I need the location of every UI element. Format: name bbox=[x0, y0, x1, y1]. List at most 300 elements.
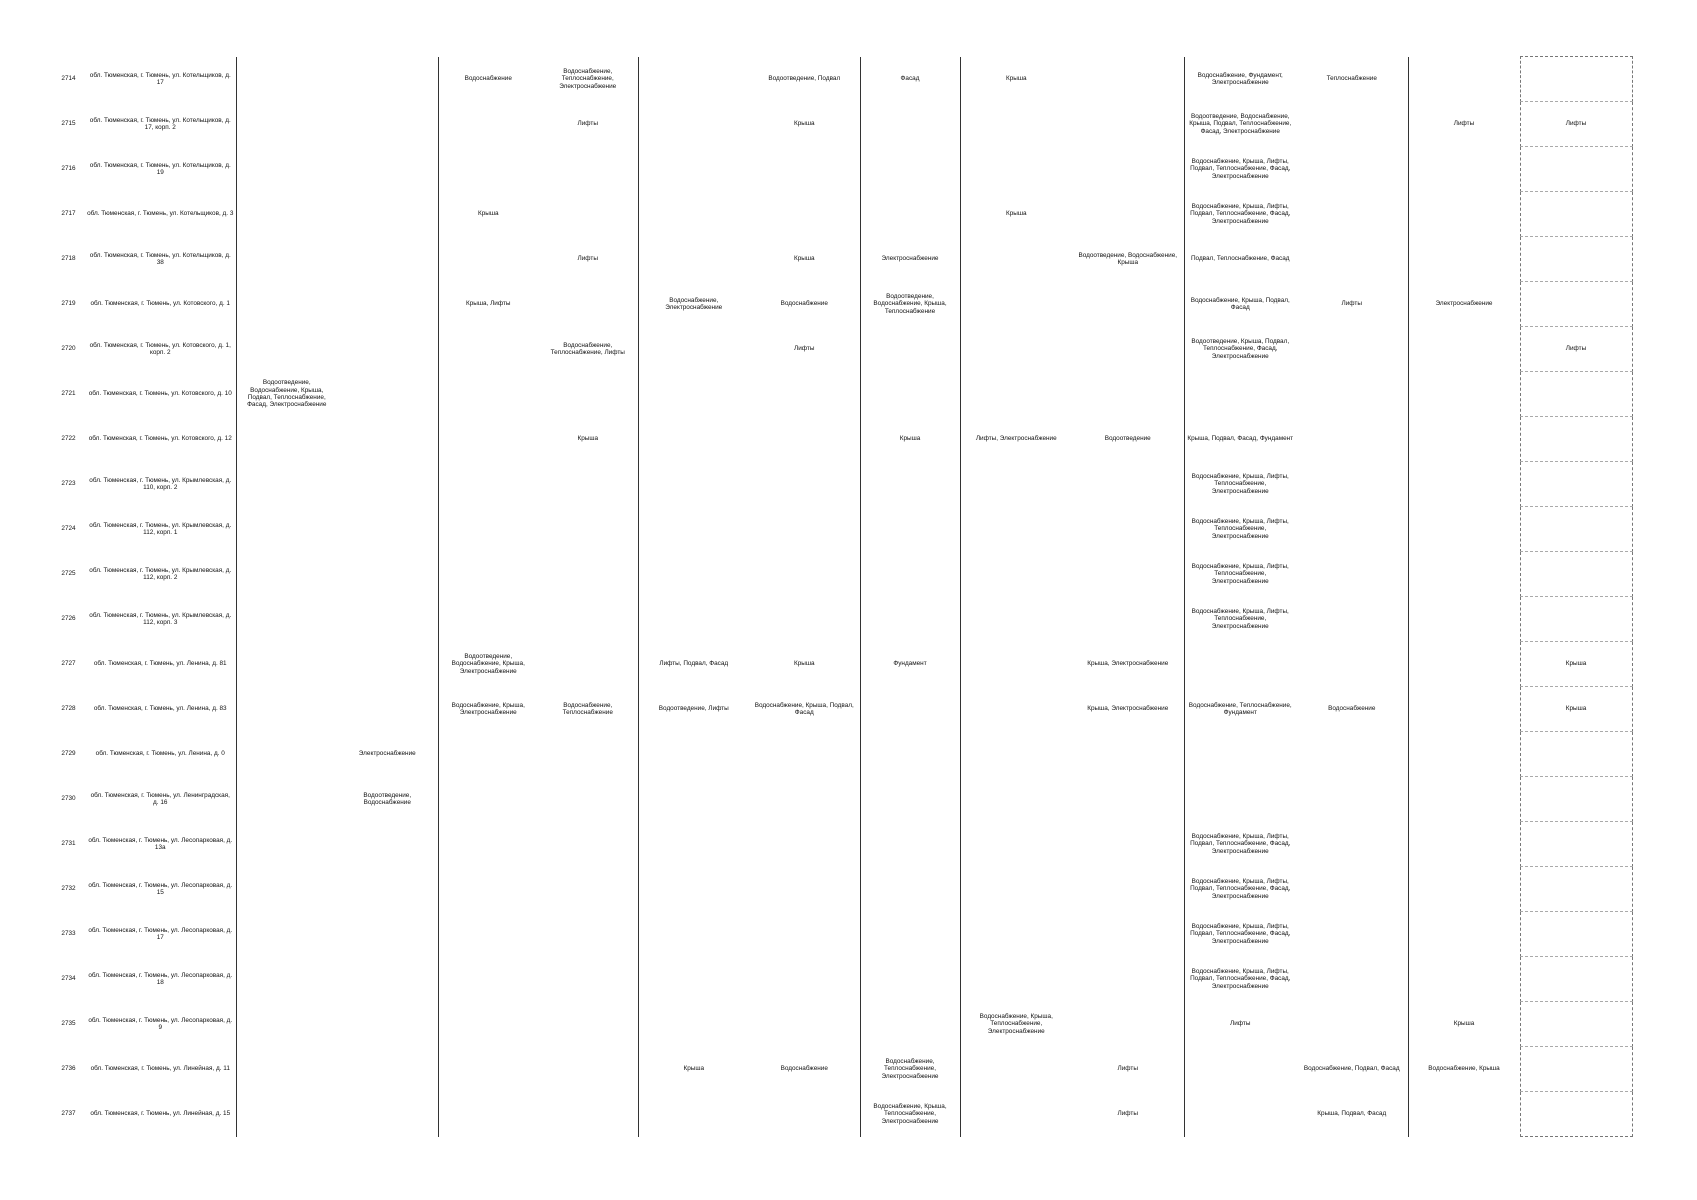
work-cell bbox=[1408, 777, 1520, 822]
work-cell bbox=[749, 957, 860, 1002]
work-cell bbox=[236, 912, 337, 957]
work-cell bbox=[1296, 912, 1408, 957]
work-cell bbox=[860, 732, 960, 777]
work-cell bbox=[236, 642, 337, 687]
work-cell bbox=[960, 957, 1072, 1002]
work-cell: Водоснабжение, Электроснабжение bbox=[665, 296, 723, 311]
address-cell: обл. Тюменская, г. Тюмень, ул. Лесопарковая, д. 17 bbox=[85, 912, 236, 957]
work-cell bbox=[960, 777, 1072, 822]
work-cell bbox=[638, 822, 749, 867]
work-cell: Лифты bbox=[1520, 327, 1632, 372]
work-cell bbox=[960, 642, 1072, 687]
table-row bbox=[52, 552, 1632, 597]
table-row bbox=[52, 417, 1632, 462]
work-cell bbox=[538, 867, 638, 912]
work-cell bbox=[860, 822, 960, 867]
work-cell bbox=[749, 147, 860, 192]
work-cell bbox=[236, 597, 337, 642]
work-cell: Лифты bbox=[1230, 1020, 1251, 1028]
table-row bbox=[52, 192, 1632, 237]
work-cell bbox=[538, 372, 638, 417]
work-cell bbox=[960, 462, 1072, 507]
work-cell: Крыша bbox=[749, 102, 860, 147]
work-cell bbox=[960, 687, 1072, 732]
work-cell bbox=[749, 777, 860, 822]
work-cell bbox=[1184, 732, 1296, 777]
table-row bbox=[52, 1092, 1632, 1137]
work-cell bbox=[1296, 552, 1408, 597]
row-number: 2734 bbox=[61, 975, 76, 983]
row-number: 2730 bbox=[61, 795, 76, 803]
work-cell bbox=[1408, 1092, 1520, 1137]
table-row bbox=[52, 597, 1632, 642]
work-cell: Водоснабжение, Теплоснабжение bbox=[538, 687, 638, 732]
work-cell: Крыша bbox=[1005, 75, 1027, 83]
table-row bbox=[52, 777, 1632, 822]
work-cell bbox=[1072, 372, 1184, 417]
work-cell: Крыша, Подвал, Фасад, Фундамент bbox=[1187, 435, 1294, 443]
address-cell: обл. Тюменская, г. Тюмень, ул. Лесопарковая, д. 15 bbox=[85, 867, 236, 912]
work-cell bbox=[538, 462, 638, 507]
work-cell bbox=[638, 732, 749, 777]
work-cell bbox=[638, 552, 749, 597]
work-cell bbox=[860, 687, 960, 732]
work-cell bbox=[236, 192, 337, 237]
work-cell bbox=[337, 822, 438, 867]
work-cell bbox=[236, 1092, 337, 1137]
work-cell bbox=[960, 372, 1072, 417]
work-cell bbox=[236, 552, 337, 597]
work-cell bbox=[749, 462, 860, 507]
work-cell bbox=[860, 147, 960, 192]
work-cell: Водоснабжение bbox=[1296, 687, 1408, 732]
work-cell: Фасад bbox=[860, 57, 960, 102]
work-cell bbox=[1296, 102, 1408, 147]
work-cell bbox=[749, 912, 860, 957]
work-cell bbox=[1072, 102, 1184, 147]
work-cell bbox=[1520, 1047, 1632, 1092]
work-cell bbox=[1184, 1047, 1296, 1092]
work-cell bbox=[236, 1047, 337, 1092]
work-cell bbox=[1408, 462, 1520, 507]
work-cell bbox=[1296, 732, 1408, 777]
address-cell: обл. Тюменская, г. Тюмень, ул. Линейная, д. 15 bbox=[85, 1092, 236, 1137]
work-cell: Водоотведение, Водоснабжение, Крыша, Электроснабжение bbox=[451, 653, 525, 675]
work-cell bbox=[638, 327, 749, 372]
work-cell bbox=[1520, 282, 1632, 327]
work-cell bbox=[337, 462, 438, 507]
work-cell bbox=[1072, 867, 1184, 912]
work-cell bbox=[438, 1002, 538, 1047]
table-body bbox=[52, 57, 1632, 1137]
work-cell bbox=[960, 507, 1072, 552]
work-cell bbox=[1072, 192, 1184, 237]
address-cell: обл. Тюменская, г. Тюмень, ул. Крымлевская, д. 112, корп. 2 bbox=[85, 552, 236, 597]
work-cell bbox=[1520, 957, 1632, 1002]
work-cell bbox=[1520, 507, 1632, 552]
work-cell bbox=[337, 867, 438, 912]
work-cell bbox=[1296, 1002, 1408, 1047]
work-cell bbox=[1520, 192, 1632, 237]
work-cell: Водоотведение, Водоснабжение, Крыша, Подвал, Теплоснабжение, Фасад, Электроснабжение bbox=[1189, 113, 1292, 135]
work-cell bbox=[1408, 642, 1520, 687]
table-row bbox=[52, 102, 1632, 147]
row-number: 2726 bbox=[61, 615, 76, 623]
work-cell bbox=[1520, 372, 1632, 417]
work-cell: Водоснабжение bbox=[749, 1047, 860, 1092]
work-cell bbox=[1296, 192, 1408, 237]
work-cell bbox=[438, 957, 538, 1002]
work-cell: Водоснабжение, Крыша, Лифты, Подвал, Теплоснабжение, Фасад, Электроснабжение bbox=[1190, 968, 1291, 990]
work-cell bbox=[1072, 507, 1184, 552]
work-cell bbox=[749, 192, 860, 237]
address-cell: обл. Тюменская, г. Тюмень, ул. Котовского, д. 1 bbox=[85, 282, 236, 327]
work-cell bbox=[1408, 417, 1520, 462]
work-cell bbox=[337, 642, 438, 687]
work-cell bbox=[1408, 687, 1520, 732]
work-cell bbox=[1408, 372, 1520, 417]
work-cell bbox=[638, 912, 749, 957]
work-cell bbox=[538, 192, 638, 237]
work-cell bbox=[337, 327, 438, 372]
work-cell bbox=[638, 1002, 749, 1047]
work-cell bbox=[438, 462, 538, 507]
row-number: 2719 bbox=[61, 300, 76, 308]
work-cell bbox=[236, 102, 337, 147]
work-cell bbox=[538, 822, 638, 867]
work-cell bbox=[638, 372, 749, 417]
work-cell bbox=[538, 1092, 638, 1137]
row-number: 2723 bbox=[61, 480, 76, 488]
work-cell: Лифты bbox=[1072, 1047, 1184, 1092]
work-cell bbox=[1520, 57, 1632, 102]
work-cell: Водоснабжение, Подвал, Фасад bbox=[1296, 1047, 1408, 1092]
work-cell: Водоснабжение bbox=[464, 75, 512, 83]
work-cell bbox=[860, 597, 960, 642]
work-cell bbox=[1184, 372, 1296, 417]
work-cell bbox=[1072, 597, 1184, 642]
work-cell: Крыша bbox=[477, 210, 499, 218]
work-cell bbox=[438, 732, 538, 777]
work-cell bbox=[337, 282, 438, 327]
row-number: 2725 bbox=[61, 570, 76, 578]
work-cell bbox=[538, 597, 638, 642]
address-cell: обл. Тюменская, г. Тюмень, ул. Котельщиков, д. 17, корп. 2 bbox=[85, 102, 236, 147]
work-cell: Водоотведение, Водоснабжение bbox=[337, 777, 438, 822]
work-cell bbox=[236, 822, 337, 867]
work-cell bbox=[1072, 57, 1184, 102]
work-cell: Крыша bbox=[749, 237, 860, 282]
work-cell bbox=[1408, 552, 1520, 597]
work-cell bbox=[1072, 822, 1184, 867]
work-cell bbox=[438, 912, 538, 957]
work-cell bbox=[1520, 867, 1632, 912]
table-row bbox=[52, 327, 1632, 372]
table-row bbox=[52, 507, 1632, 552]
work-cell bbox=[749, 372, 860, 417]
work-cell bbox=[1520, 237, 1632, 282]
work-cell bbox=[1408, 192, 1520, 237]
work-cell: Водоснабжение, Крыша, Подвал, Фасад bbox=[1190, 296, 1290, 311]
address-cell: обл. Тюменская, г. Тюмень, ул. Линейная, д. 11 bbox=[85, 1047, 236, 1092]
work-cell bbox=[538, 147, 638, 192]
table-row bbox=[52, 867, 1632, 912]
work-cell: Водоснабжение, Крыша, Теплоснабжение, Электроснабжение bbox=[979, 1013, 1053, 1035]
address-cell: обл. Тюменская, г. Тюмень, ул. Котовского, д. 10 bbox=[85, 372, 236, 417]
work-cell bbox=[960, 867, 1072, 912]
row-number: 2718 bbox=[61, 255, 76, 263]
work-cell bbox=[236, 327, 337, 372]
work-cell bbox=[337, 957, 438, 1002]
work-cell bbox=[638, 147, 749, 192]
work-cell bbox=[337, 57, 438, 102]
work-cell: Водоснабжение, Крыша, Лифты, Теплоснабжение, Электроснабжение bbox=[1191, 518, 1289, 540]
work-cell bbox=[749, 732, 860, 777]
work-cell: Крыша bbox=[749, 642, 860, 687]
work-cell bbox=[1072, 552, 1184, 597]
address-cell: обл. Тюменская, г. Тюмень, ул. Котельщиков, д. 3 bbox=[85, 192, 236, 237]
work-cell: Крыша bbox=[683, 1065, 705, 1073]
work-cell bbox=[960, 237, 1072, 282]
address-cell: обл. Тюменская, г. Тюмень, ул. Крымлевская, д. 112, корп. 1 bbox=[85, 507, 236, 552]
work-cell bbox=[236, 507, 337, 552]
work-cell: Фундамент bbox=[860, 642, 960, 687]
work-cell: Лифты bbox=[1296, 282, 1408, 327]
work-cell bbox=[236, 147, 337, 192]
work-cell bbox=[236, 732, 337, 777]
work-cell bbox=[538, 642, 638, 687]
row-number: 2735 bbox=[61, 1020, 76, 1028]
work-cell bbox=[1408, 147, 1520, 192]
work-cell bbox=[337, 102, 438, 147]
work-cell: Водоснабжение, Крыша, Лифты, Подвал, Теплоснабжение, Фасад, Электроснабжение bbox=[1190, 158, 1291, 180]
work-cell bbox=[638, 777, 749, 822]
work-cell: Водоснабжение bbox=[749, 282, 860, 327]
work-cell bbox=[538, 507, 638, 552]
row-number: 2729 bbox=[61, 750, 76, 758]
work-cell: Водоснабжение, Теплоснабжение, Фундамент bbox=[1188, 701, 1292, 716]
work-cell bbox=[1520, 462, 1632, 507]
work-cell bbox=[1296, 822, 1408, 867]
work-cell bbox=[749, 867, 860, 912]
work-cell: Водоснабжение, Крыша, Лифты, Теплоснабжение, Электроснабжение bbox=[1191, 608, 1289, 630]
work-cell bbox=[337, 687, 438, 732]
work-cell bbox=[960, 732, 1072, 777]
work-cell bbox=[1520, 912, 1632, 957]
work-cell bbox=[236, 1002, 337, 1047]
work-cell: Водоснабжение, Теплоснабжение, Электроснабжение bbox=[538, 57, 638, 102]
work-cell bbox=[749, 417, 860, 462]
work-cell: Водоотведение, Подвал bbox=[749, 57, 860, 102]
work-cell bbox=[337, 237, 438, 282]
work-cell: Крыша bbox=[1520, 687, 1632, 732]
address-cell: обл. Тюменская, г. Тюмень, ул. Котовского, д. 12 bbox=[85, 417, 236, 462]
work-cell: Крыша, Электроснабжение bbox=[1072, 687, 1184, 732]
work-cell: Водоотведение, Водоснабжение, Крыша bbox=[1072, 237, 1184, 282]
row-number: 2732 bbox=[61, 885, 76, 893]
work-cell: Водоотведение, Водоснабжение, Крыша, Теплоснабжение bbox=[860, 282, 960, 327]
repair-schedule-table bbox=[52, 56, 1633, 1137]
row-number: 2728 bbox=[61, 705, 76, 713]
work-cell bbox=[337, 912, 438, 957]
work-cell bbox=[538, 1047, 638, 1092]
work-cell bbox=[337, 372, 438, 417]
address-cell: обл. Тюменская, г. Тюмень, ул. Ленинградская, д. 16 bbox=[85, 777, 236, 822]
work-cell bbox=[1184, 642, 1296, 687]
work-cell bbox=[1296, 777, 1408, 822]
work-cell: Водоснабжение, Фундамент, Электроснабжение bbox=[1197, 71, 1283, 86]
address-cell: обл. Тюменская, г. Тюмень, ул. Лесопарковая, д. 18 bbox=[85, 957, 236, 1002]
row-number: 2727 bbox=[61, 660, 76, 668]
address-cell: обл. Тюменская, г. Тюмень, ул. Котельщиков, д. 17 bbox=[85, 57, 236, 102]
table-row bbox=[52, 57, 1632, 102]
work-cell: Лифты bbox=[1520, 102, 1632, 147]
address-cell: обл. Тюменская, г. Тюмень, ул. Крымлевская, д. 110, корп. 2 bbox=[85, 462, 236, 507]
work-cell bbox=[337, 507, 438, 552]
row-number: 2714 bbox=[61, 75, 76, 83]
work-cell bbox=[337, 1002, 438, 1047]
work-cell: Крыша, Электроснабжение bbox=[1072, 642, 1184, 687]
work-cell bbox=[860, 192, 960, 237]
work-cell bbox=[860, 102, 960, 147]
work-cell: Крыша bbox=[1453, 1020, 1475, 1028]
work-cell bbox=[1296, 462, 1408, 507]
work-cell bbox=[236, 777, 337, 822]
table-row bbox=[52, 237, 1632, 282]
work-cell bbox=[960, 552, 1072, 597]
work-cell bbox=[337, 552, 438, 597]
work-cell bbox=[1072, 912, 1184, 957]
work-cell bbox=[1408, 507, 1520, 552]
address-cell: обл. Тюменская, г. Тюмень, ул. Ленина, д. 81 bbox=[85, 642, 236, 687]
work-cell bbox=[337, 1092, 438, 1137]
work-cell bbox=[960, 282, 1072, 327]
work-cell bbox=[960, 1092, 1072, 1137]
work-cell bbox=[236, 957, 337, 1002]
work-cell: Водоснабжение, Крыша, Лифты, Теплоснабжение, Электроснабжение bbox=[1191, 563, 1289, 585]
work-cell bbox=[1408, 957, 1520, 1002]
work-cell bbox=[438, 417, 538, 462]
work-cell bbox=[538, 1002, 638, 1047]
work-cell: Крыша bbox=[1005, 210, 1027, 218]
work-cell bbox=[438, 1092, 538, 1137]
table-row bbox=[52, 687, 1632, 732]
work-cell bbox=[1296, 867, 1408, 912]
table-row bbox=[52, 642, 1632, 687]
address-cell: обл. Тюменская, г. Тюмень, ул. Лесопарковая, д. 13а bbox=[85, 822, 236, 867]
work-cell bbox=[538, 552, 638, 597]
work-cell bbox=[749, 597, 860, 642]
work-cell bbox=[749, 1092, 860, 1137]
row-number: 2717 bbox=[61, 210, 76, 218]
work-cell bbox=[749, 822, 860, 867]
work-cell bbox=[1520, 597, 1632, 642]
work-cell bbox=[1296, 237, 1408, 282]
work-cell bbox=[1072, 327, 1184, 372]
work-cell: Водоотведение, Крыша, Подвал, Теплоснабжение, Фасад, Электроснабжение bbox=[1191, 338, 1290, 360]
work-cell bbox=[1296, 327, 1408, 372]
work-cell: Водоснабжение, Крыша, Электроснабжение bbox=[451, 701, 525, 716]
work-cell: Водоснабжение, Теплоснабжение, Электроснабжение bbox=[860, 1047, 960, 1092]
work-cell: Электроснабжение bbox=[337, 732, 438, 777]
work-cell bbox=[438, 372, 538, 417]
work-cell bbox=[1520, 732, 1632, 777]
work-cell: Водоснабжение, Крыша, Лифты, Подвал, Теплоснабжение, Фасад, Электроснабжение bbox=[1190, 878, 1291, 900]
work-cell bbox=[638, 417, 749, 462]
row-number: 2721 bbox=[61, 390, 76, 398]
work-cell bbox=[638, 957, 749, 1002]
work-cell bbox=[1296, 597, 1408, 642]
work-cell: Лифты bbox=[1453, 120, 1475, 128]
row-number: 2716 bbox=[61, 165, 76, 173]
work-cell: Водоотведение, Лифты bbox=[658, 705, 729, 713]
work-cell bbox=[1296, 417, 1408, 462]
work-cell: Крыша bbox=[860, 417, 960, 462]
table-row bbox=[52, 1047, 1632, 1092]
work-cell bbox=[860, 462, 960, 507]
row-number: 2724 bbox=[61, 525, 76, 533]
work-cell bbox=[438, 822, 538, 867]
work-cell bbox=[1184, 777, 1296, 822]
work-cell: Лифты, Электроснабжение bbox=[975, 435, 1057, 443]
work-cell: Водоснабжение, Теплоснабжение, Лифты bbox=[538, 327, 638, 372]
work-cell bbox=[438, 327, 538, 372]
table-row bbox=[52, 1002, 1632, 1047]
work-cell bbox=[337, 192, 438, 237]
work-cell bbox=[1408, 237, 1520, 282]
work-cell bbox=[1072, 957, 1184, 1002]
work-cell: Водоотведение bbox=[1072, 417, 1184, 462]
table-row bbox=[52, 912, 1632, 957]
work-cell bbox=[538, 912, 638, 957]
work-cell bbox=[749, 552, 860, 597]
work-cell bbox=[1072, 777, 1184, 822]
work-cell bbox=[960, 102, 1072, 147]
work-cell bbox=[337, 1047, 438, 1092]
work-cell bbox=[1072, 462, 1184, 507]
table-row bbox=[52, 147, 1632, 192]
work-cell bbox=[438, 507, 538, 552]
work-cell: Подвал, Теплоснабжение, Фасад bbox=[1190, 255, 1290, 263]
work-cell: Лифты, Подвал, Фасад bbox=[659, 660, 729, 668]
work-cell: Водоснабжение, Крыша, Лифты, Подвал, Теплоснабжение, Фасад, Электроснабжение bbox=[1190, 833, 1291, 855]
work-cell bbox=[1072, 732, 1184, 777]
table-row bbox=[52, 372, 1632, 417]
work-cell bbox=[538, 732, 638, 777]
work-cell bbox=[1408, 732, 1520, 777]
work-cell bbox=[860, 957, 960, 1002]
work-cell bbox=[337, 417, 438, 462]
row-number: 2737 bbox=[61, 1110, 76, 1118]
work-cell bbox=[860, 372, 960, 417]
work-cell bbox=[438, 237, 538, 282]
work-cell bbox=[860, 777, 960, 822]
work-cell bbox=[860, 552, 960, 597]
work-cell bbox=[538, 777, 638, 822]
work-cell bbox=[638, 1092, 749, 1137]
work-cell bbox=[1520, 822, 1632, 867]
work-cell: Теплоснабжение bbox=[1296, 57, 1408, 102]
work-cell bbox=[638, 57, 749, 102]
work-cell bbox=[1296, 372, 1408, 417]
address-cell: обл. Тюменская, г. Тюмень, ул. Лесопарковая, д. 9 bbox=[85, 1002, 236, 1047]
work-cell: Крыша bbox=[538, 417, 638, 462]
work-cell bbox=[1520, 147, 1632, 192]
work-cell: Крыша bbox=[1520, 642, 1632, 687]
row-number: 2736 bbox=[61, 1065, 76, 1073]
row-number: 2720 bbox=[61, 345, 76, 353]
work-cell bbox=[960, 147, 1072, 192]
